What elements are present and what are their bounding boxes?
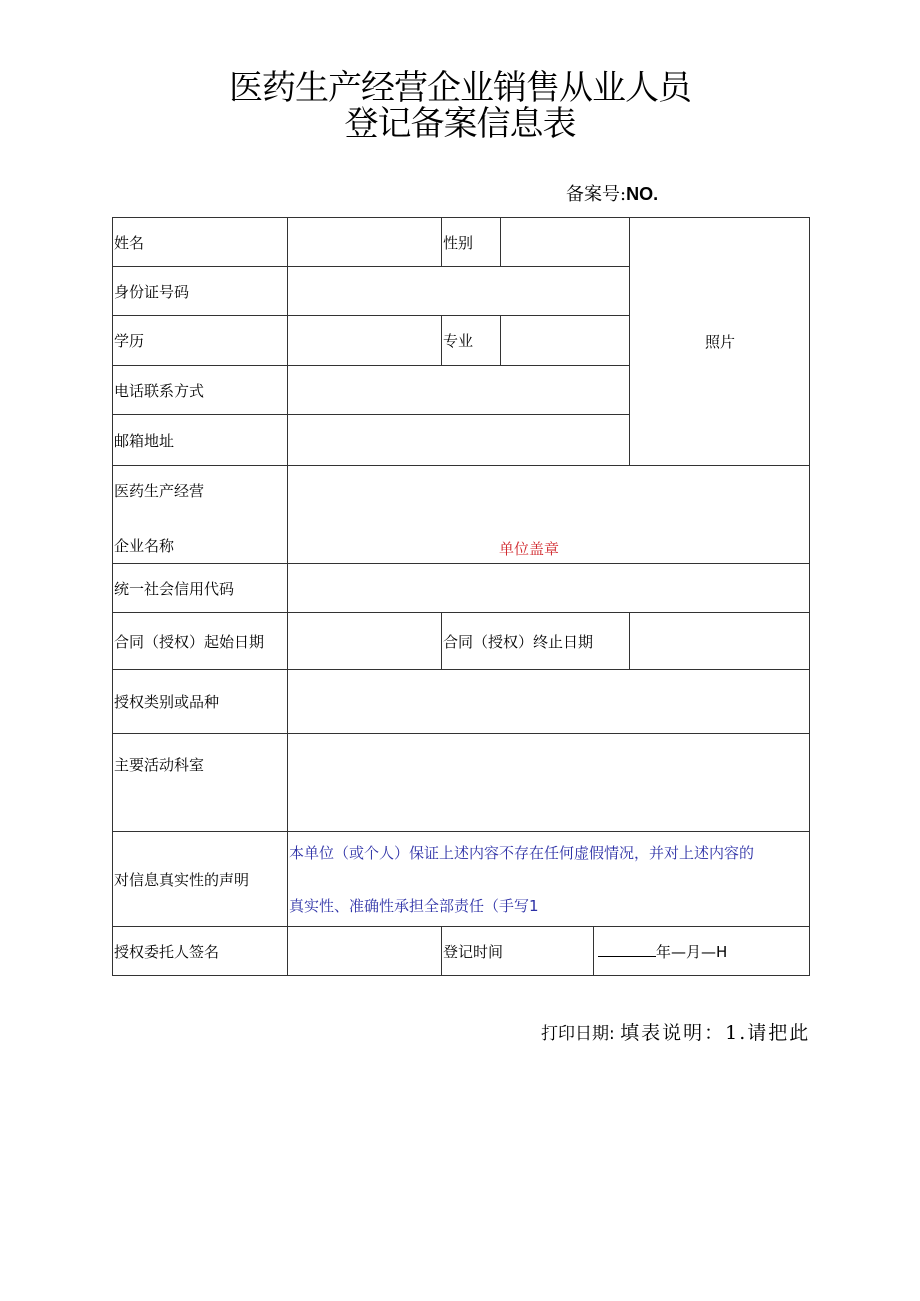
company-label-line2: 企业名称: [114, 537, 175, 555]
row-credit-code: [113, 564, 810, 613]
activity-dept-label: 主要活动科室: [113, 734, 288, 832]
declaration-label: 对信息真实性的声明: [113, 832, 288, 927]
phone-field[interactable]: [288, 366, 630, 415]
registration-form-table: [112, 217, 810, 976]
declaration-text-line2: 真实性、准确性承担全部责任（手写1: [289, 897, 539, 915]
education-label: 学历: [113, 316, 288, 366]
auth-category-label: 授权类别或品种: [113, 670, 288, 734]
month-label: 月: [686, 942, 702, 961]
credit-code-label: 统一社会信用代码: [113, 564, 288, 613]
year-label: 年: [656, 942, 672, 961]
company-name-label: [113, 466, 288, 564]
company-name-field[interactable]: [288, 466, 810, 564]
education-field[interactable]: [288, 316, 442, 366]
photo-label: 照片: [704, 333, 735, 351]
year-blank: [598, 942, 656, 957]
register-date-field[interactable]: [594, 927, 810, 976]
name-field[interactable]: [288, 218, 442, 267]
signature-field[interactable]: [288, 927, 442, 976]
form-title-line2: 登记备案信息表: [344, 104, 576, 144]
month-dash: —: [671, 942, 687, 961]
row-activity-dept: [113, 734, 810, 832]
unit-stamp-label: 单位盖章: [498, 540, 559, 558]
footer: [541, 1018, 810, 1045]
day-dash: —: [701, 942, 717, 961]
id-number-label: 身份证号码: [113, 267, 288, 316]
credit-code-field[interactable]: [288, 564, 810, 613]
signature-label: 授权委托人签名: [113, 927, 288, 976]
form-title-line1: 医药生产经营企业销售从业人员: [229, 68, 691, 108]
contract-end-label: 合同（授权）终止日期: [442, 613, 630, 670]
declaration-text: [288, 832, 810, 927]
filing-number-label: 备案号:: [566, 184, 627, 205]
print-date-label: 打印日期:: [541, 1024, 615, 1044]
register-time-label: 登记时间: [442, 927, 594, 976]
row-name: [113, 218, 810, 267]
gender-field[interactable]: [501, 218, 630, 267]
company-label-line1: 医药生产经营: [114, 482, 205, 500]
email-field[interactable]: [288, 415, 630, 466]
id-number-field[interactable]: [288, 267, 630, 316]
auth-category-field[interactable]: [288, 670, 810, 734]
row-contract-dates: [113, 613, 810, 670]
declaration-text-line1: 本单位（或个人）保证上述内容不存在任何虚假情况，并对上述内容的: [289, 844, 755, 862]
gender-label: 性别: [442, 218, 501, 267]
contract-start-field[interactable]: [288, 613, 442, 670]
major-label: 专业: [442, 316, 501, 366]
day-label: H: [716, 942, 728, 961]
row-company: [113, 466, 810, 564]
email-label: 邮箱地址: [113, 415, 288, 466]
phone-label: 电话联系方式: [113, 366, 288, 415]
filing-number-value: NO.: [626, 184, 659, 204]
row-auth-category: [113, 670, 810, 734]
row-declaration: [113, 832, 810, 927]
row-signature: [113, 927, 810, 976]
contract-start-label: 合同（授权）起始日期: [113, 613, 288, 670]
contract-end-field[interactable]: [630, 613, 810, 670]
major-field[interactable]: [501, 316, 630, 366]
fill-instructions: 填表说明：1.请把此: [620, 1022, 811, 1044]
filing-number: [566, 180, 658, 206]
activity-dept-field[interactable]: [288, 734, 810, 832]
name-label: 姓名: [113, 218, 288, 267]
photo-box[interactable]: [630, 218, 810, 466]
